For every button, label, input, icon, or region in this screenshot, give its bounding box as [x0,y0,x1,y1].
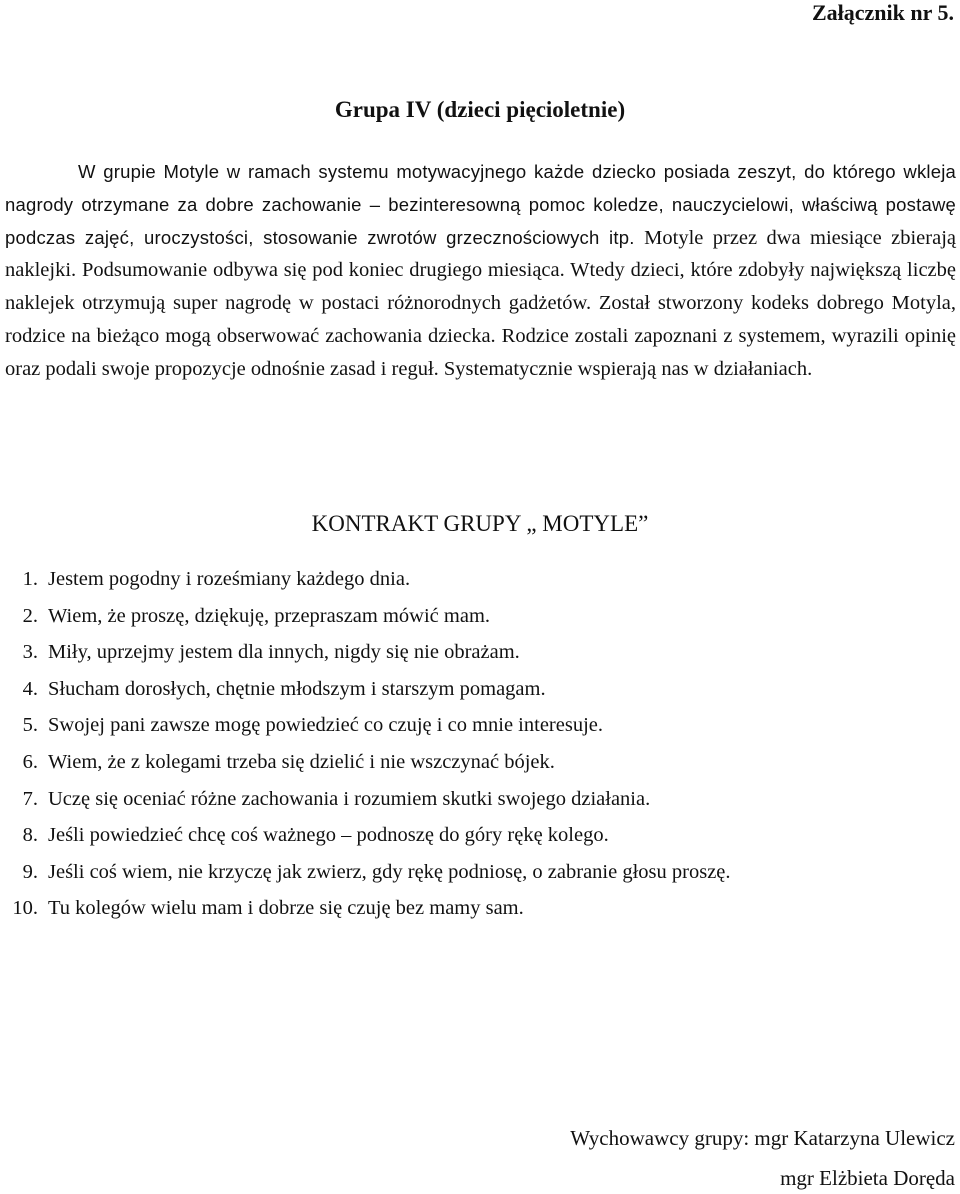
rule-text: Jeśli powiedzieć chcę coś ważnego – podnoszę do góry rękę kolego. [48,824,609,847]
rule-number: 7. [22,787,38,810]
intro-text-serif: Motyle przez dwa miesiące zbierają naklejki. Podsumowanie odbywa się pod koniec drugiego miesiąca. Wtedy dzieci, które zdobyły największą liczbę naklejek otrzymują super nagrodę w postaci różnorodnych gadżetów. Został stworzony kodeks dobrego Motyla, rodzice na bieżąco mogą obserwować zachowania dziecka. Rodzice zostali zapoznani z systemem, wyrazili opinię oraz podali swoje propozycje odnośnie zasad i reguł. Systematycznie wspierają nas w działaniach. [5,226,956,380]
rule-item [5,639,731,676]
signature-line-1: Wychowawcy grupy: mgr Katarzyna Ulewicz [570,1126,955,1150]
contract-rules-list [5,566,731,932]
rule-text: Swojej pani zawsze mogę powiedzieć co czuję i co mnie interesuje. [48,714,603,737]
rule-number: 5. [22,714,38,737]
rule-text: Wiem, że proszę, dziękuję, przepraszam mówić mam. [48,604,491,627]
rule-text: Miły, uprzejmy jestem dla innych, nigdy się nie obrażam. [48,641,520,664]
rule-text: Słucham dorosłych, chętnie młodszym i starszym pomagam. [48,677,546,700]
annex-label: Załącznik nr 5. [811,0,954,25]
rule-item [5,895,731,932]
rule-item [5,859,731,896]
rule-item [5,749,731,786]
rule-text: Jestem pogodny i roześmiany każdego dnia. [48,568,411,590]
rule-number: 1. [22,568,38,590]
rule-item [5,822,731,859]
rule-number: 2. [22,604,38,627]
rule-text: Jeśli coś wiem, nie krzyczę jak zwierz, gdy rękę podniosę, o zabranie głosu proszę. [48,860,731,883]
rule-item [5,566,731,603]
rule-text: Uczę się oceniać różne zachowania i rozumiem skutki swojego działania. [48,787,651,810]
signature-line-2: mgr Elżbieta Doręda [780,1166,955,1190]
rule-text: Wiem, że z kolegami trzeba się dzielić i nie wszczynać bójek. [48,750,555,773]
rule-number: 10. [12,897,38,920]
rule-number: 3. [22,641,38,664]
contract-title: KONTRAKT GRUPY „ MOTYLE” [311,511,649,536]
rule-item [5,676,731,713]
rule-number: 6. [22,750,38,773]
rule-item [5,603,731,640]
group-title: Grupa IV (dzieci pięcioletnie) [334,97,626,122]
rule-number: 4. [22,677,38,700]
intro-text-sans: W grupie Motyle w ramach systemu motywacyjnego każde dziecko posiada zeszyt, do którego wkleja nagrody otrzymane za dobre zachowanie – bezinteresowną pomoc koledze, nauczycielowi, właściwą postawę podczas zajęć, uroczystości, stosowanie zwrotów grzecznościowych itp. [5,161,956,248]
rule-number: 9. [22,860,38,883]
rule-item [5,712,731,749]
intro-paragraph [5,156,956,386]
rule-item [5,786,731,823]
rule-text: Tu kolegów wielu mam i dobrze się czuję bez mamy sam. [48,897,524,920]
rule-number: 8. [22,824,38,847]
